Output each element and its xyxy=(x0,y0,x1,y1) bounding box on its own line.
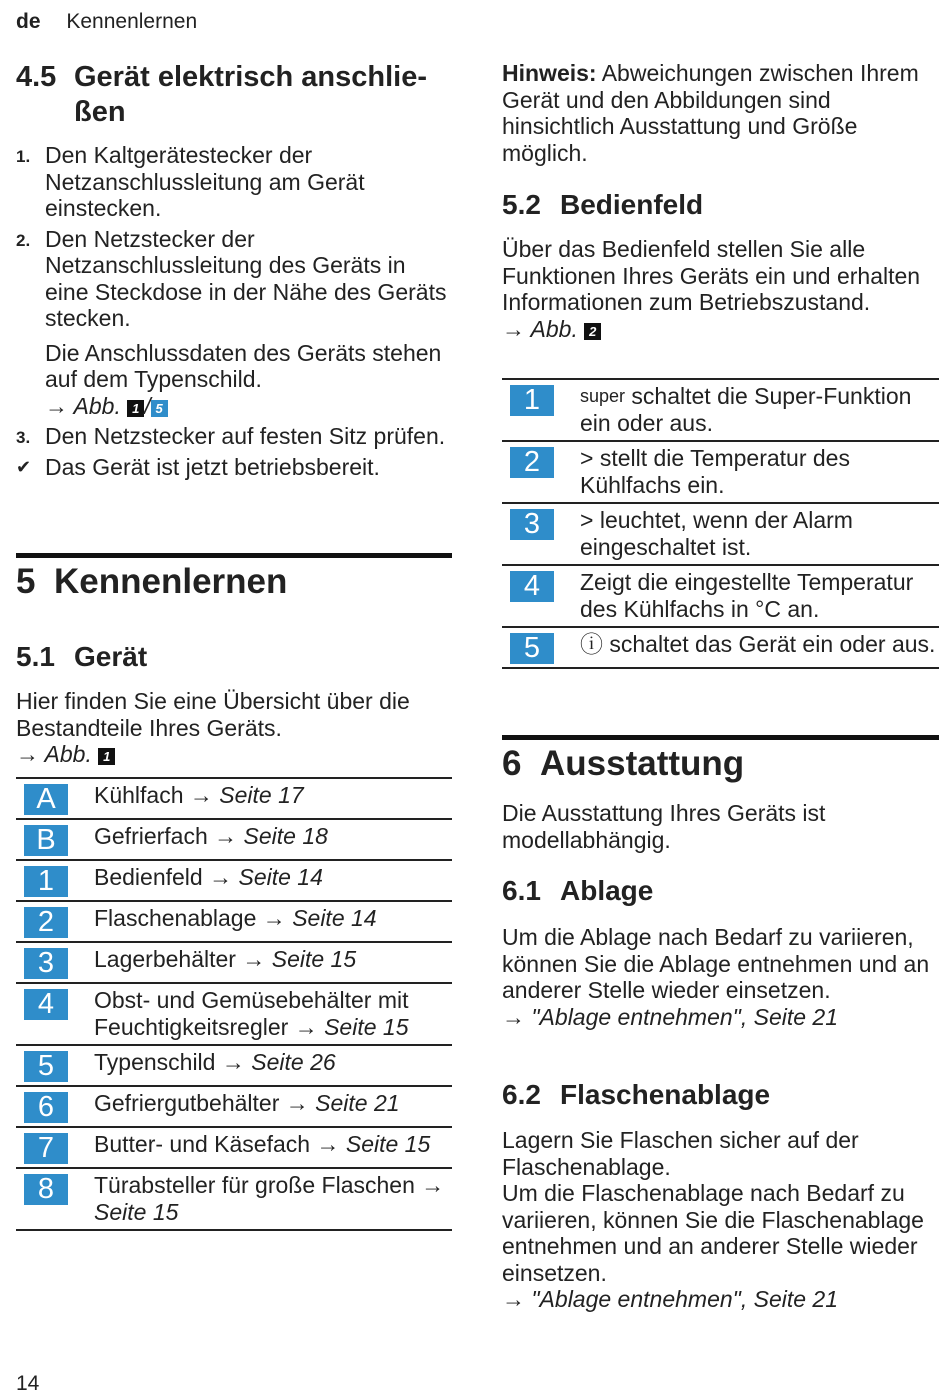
figure-badge: 1 xyxy=(127,400,144,417)
part-cell xyxy=(94,1045,452,1086)
part-cell xyxy=(94,1086,452,1127)
hinweis-label: Hinweis: xyxy=(502,60,597,86)
control-description: schaltet die Super-Funktion ein oder aus. xyxy=(580,383,912,436)
figure-reference xyxy=(502,316,939,343)
page-reference: Seite 15 xyxy=(94,1199,179,1225)
marker-cell xyxy=(16,942,94,983)
section-5-2-heading xyxy=(502,188,939,222)
reference-arrow: → xyxy=(45,392,68,419)
language-code: de xyxy=(16,10,41,33)
table-row xyxy=(16,901,452,942)
reference-arrow: → xyxy=(16,741,39,767)
marker-cell xyxy=(16,1045,94,1086)
hinweis-note xyxy=(502,60,939,166)
part-name: Türabsteller für große Flaschen xyxy=(94,1172,415,1198)
page-reference: Seite 14 xyxy=(238,864,323,890)
chapter-title: Kennenlernen xyxy=(54,562,288,601)
control-description: schaltet das Gerät ein oder aus. xyxy=(609,631,936,657)
table-row xyxy=(16,819,452,860)
table-row xyxy=(16,942,452,983)
step-result xyxy=(16,454,452,481)
chapter-6-heading xyxy=(502,744,939,784)
section-rule xyxy=(16,553,452,558)
marker-cell xyxy=(16,1168,94,1230)
reference-label: Abb. xyxy=(44,741,92,767)
part-name: Bedienfeld xyxy=(94,864,203,890)
marker-cell xyxy=(502,441,580,503)
section-6-1-body xyxy=(502,924,939,1030)
position-marker: 7 xyxy=(24,1133,68,1164)
step-note xyxy=(45,340,452,420)
section-4-5-heading xyxy=(16,60,452,130)
reference-arrow: → xyxy=(242,946,266,972)
section-title: Bedienfeld xyxy=(560,189,704,220)
part-cell xyxy=(94,1168,452,1230)
section-5-2-intro xyxy=(502,236,939,342)
control-cell xyxy=(580,627,939,668)
chapter-title: Ausstattung xyxy=(540,744,745,783)
marker-cell xyxy=(16,860,94,901)
marker-cell xyxy=(502,565,580,627)
table-row xyxy=(502,565,939,627)
step-text: Den Netzstecker auf festen Sitz prüfen. xyxy=(45,423,446,449)
step-number: 1. xyxy=(16,147,31,166)
section-number: 4.5 xyxy=(16,61,57,93)
part-cell xyxy=(94,819,452,860)
control-description: stellt die Temperatur des Kühlfachs ein. xyxy=(580,445,850,498)
chapter-number: 5 xyxy=(16,562,36,601)
position-marker: 2 xyxy=(510,447,554,478)
position-marker: 4 xyxy=(510,571,554,602)
reference-arrow: → xyxy=(502,315,525,342)
body-text: Lagern Sie Flaschen sicher auf der Flaschenablage. xyxy=(502,1127,859,1180)
position-marker: B xyxy=(24,825,68,856)
reference-label: Abb. xyxy=(530,315,578,342)
reference-arrow: → xyxy=(209,864,233,890)
position-marker: 3 xyxy=(24,948,68,979)
page-header xyxy=(16,10,197,34)
part-name: Flaschenablage xyxy=(94,905,257,931)
marker-cell xyxy=(502,379,580,441)
part-name: Butter- und Käsefach xyxy=(94,1131,311,1157)
table-row xyxy=(16,1127,452,1168)
position-marker: 5 xyxy=(510,633,554,664)
controls-table xyxy=(502,378,939,669)
part-cell xyxy=(94,942,452,983)
reference-arrow: → xyxy=(294,1014,318,1040)
part-cell xyxy=(94,778,452,819)
result-text: Das Gerät ist jetzt betriebsbereit. xyxy=(45,453,380,480)
control-symbol-icon: ⓘ xyxy=(580,631,603,657)
intro-text: Hier finden Sie eine Übersicht über die Bestandteile Ihres Geräts. xyxy=(16,688,410,741)
reference-arrow: → xyxy=(189,782,213,808)
table-row xyxy=(502,503,939,565)
step-text: Den Netzstecker der Netzanschlussleitung des Geräts in eine Steckdose in der Nähe des Geräts stecken. xyxy=(45,225,447,331)
marker-cell xyxy=(16,901,94,942)
part-name: Lagerbehälter xyxy=(94,946,236,972)
page-reference: Seite 17 xyxy=(219,782,304,808)
table-row xyxy=(502,441,939,503)
table-row xyxy=(16,778,452,819)
section-title: Ablage xyxy=(560,875,654,906)
step-number: 2. xyxy=(16,230,31,250)
section-5-1-heading xyxy=(16,640,452,674)
marker-cell xyxy=(502,627,580,668)
reference-arrow: → xyxy=(285,1090,309,1116)
marker-badge: 5 xyxy=(151,400,168,417)
marker-cell xyxy=(16,1086,94,1127)
table-row xyxy=(16,1045,452,1086)
section-6-2-heading xyxy=(502,1078,939,1112)
part-name: Gefriergutbehälter xyxy=(94,1090,280,1116)
figure-badge: 2 xyxy=(584,323,601,340)
marker-cell xyxy=(16,983,94,1045)
reference-arrow: → xyxy=(214,823,238,849)
position-marker: 5 xyxy=(24,1051,68,1082)
position-marker: 1 xyxy=(24,866,68,897)
step-text: Den Kaltgerätestecker der Netzanschlussleitung am Gerät einstecken. xyxy=(45,142,365,221)
section-number: 6.1 xyxy=(502,875,541,906)
reference-arrow: → xyxy=(262,905,286,931)
table-row xyxy=(16,983,452,1045)
part-name: Obst- und Gemüsebehälter mit Feuchtigkeitsregler xyxy=(94,987,409,1040)
control-symbol-icon: > xyxy=(580,507,594,533)
chapter-6-intro: Die Ausstattung Ihres Geräts ist modellabhängig. xyxy=(502,800,826,853)
control-cell xyxy=(580,565,939,627)
section-number: 5.1 xyxy=(16,641,55,672)
page-reference xyxy=(502,1286,939,1313)
part-cell xyxy=(94,901,452,942)
control-cell xyxy=(580,503,939,565)
section-6-1-heading xyxy=(502,874,939,908)
body-text: Um die Ablage nach Bedarf zu variieren, können Sie die Ablage entnehmen und an anderer Stelle wieder einsetzen. xyxy=(502,924,930,1003)
marker-cell xyxy=(16,819,94,860)
marker-cell xyxy=(16,1127,94,1168)
part-name: Typenschild xyxy=(94,1049,216,1075)
page-reference: Seite 18 xyxy=(243,823,328,849)
control-symbol-icon: super xyxy=(580,386,626,406)
reference-arrow: → xyxy=(502,1286,525,1312)
figure-badge: 1 xyxy=(98,748,115,765)
chapter-number: 6 xyxy=(502,744,522,783)
reference-text: "Ablage entnehmen", Seite 21 xyxy=(531,1286,838,1312)
page-reference: Seite 26 xyxy=(251,1049,336,1075)
part-cell xyxy=(94,1127,452,1168)
control-cell xyxy=(580,379,939,441)
figure-reference xyxy=(16,741,452,768)
reference-text: "Ablage entnehmen", Seite 21 xyxy=(531,1003,838,1030)
note-text: Die Anschlussdaten des Geräts stehen auf dem Typenschild. xyxy=(45,339,442,392)
position-marker: 4 xyxy=(24,989,68,1020)
table-row xyxy=(16,1086,452,1127)
page-reference: Seite 15 xyxy=(271,946,357,972)
badge-separator: / xyxy=(144,392,151,419)
position-marker: 8 xyxy=(24,1174,68,1205)
position-marker: 3 xyxy=(510,509,554,540)
body-text: Um die Flaschenablage nach Bedarf zu variieren, können Sie die Flaschenablage entnehmen und an anderer Stelle wieder einsetzen. xyxy=(502,1180,924,1286)
part-cell xyxy=(94,983,452,1045)
reference-arrow: → xyxy=(421,1172,445,1198)
parts-table xyxy=(16,777,452,1231)
control-description: Zeigt die eingestellte Temperatur des Kühlfachs in °C an. xyxy=(580,569,914,622)
page-reference: Seite 15 xyxy=(345,1131,431,1157)
page-reference: Seite 15 xyxy=(324,1014,409,1040)
position-marker: A xyxy=(24,784,68,815)
position-marker: 2 xyxy=(24,907,68,938)
marker-cell xyxy=(16,778,94,819)
part-name: Kühlfach xyxy=(94,782,184,808)
header-title: Kennenlernen xyxy=(66,10,198,33)
control-symbol-icon: > xyxy=(580,445,594,471)
check-icon: ✔ xyxy=(16,456,32,477)
section-number: 6.2 xyxy=(502,1079,541,1110)
step-2 xyxy=(16,226,452,420)
table-row xyxy=(16,1168,452,1230)
step-1 xyxy=(16,142,452,222)
hinweis-text: Abweichungen zwischen Ihrem Gerät und den Abbildungen sind hinsichtlich Ausstattung und Größe möglich. xyxy=(502,60,919,166)
reference-arrow: → xyxy=(502,1003,525,1030)
step-number: 3. xyxy=(16,428,31,447)
page-reference: Seite 14 xyxy=(292,905,377,931)
control-description: leuchtet, wenn der Alarm eingeschaltet ist. xyxy=(580,507,853,560)
reference-arrow: → xyxy=(316,1131,340,1157)
section-title: Gerät elektrisch anschlie-ßen xyxy=(74,61,427,128)
chapter-5-heading xyxy=(16,562,452,602)
section-5-1-intro xyxy=(16,688,452,768)
section-6-2-body xyxy=(502,1127,939,1313)
table-row xyxy=(502,627,939,668)
section-number: 5.2 xyxy=(502,189,541,220)
reference-arrow: → xyxy=(221,1049,245,1075)
part-name: Gefrierfach xyxy=(94,823,208,849)
step-3 xyxy=(16,423,452,450)
marker-cell xyxy=(502,503,580,565)
page-reference xyxy=(502,1004,939,1031)
part-cell xyxy=(94,860,452,901)
reference-label: Abb. xyxy=(73,392,121,419)
control-cell xyxy=(580,441,939,503)
figure-reference xyxy=(45,393,168,419)
section-title: Flaschenablage xyxy=(560,1079,771,1110)
position-marker: 6 xyxy=(24,1092,68,1123)
section-rule xyxy=(502,735,939,740)
page-number: 14 xyxy=(16,1372,40,1395)
page-reference: Seite 21 xyxy=(315,1090,400,1116)
table-row xyxy=(16,860,452,901)
intro-text: Über das Bedienfeld stellen Sie alle Funktionen Ihres Geräts ein und erhalten Informationen zum Betriebszustand. xyxy=(502,236,921,315)
table-row xyxy=(502,379,939,441)
section-title: Gerät xyxy=(74,641,148,672)
instruction-steps xyxy=(16,142,452,480)
position-marker: 1 xyxy=(510,385,554,416)
